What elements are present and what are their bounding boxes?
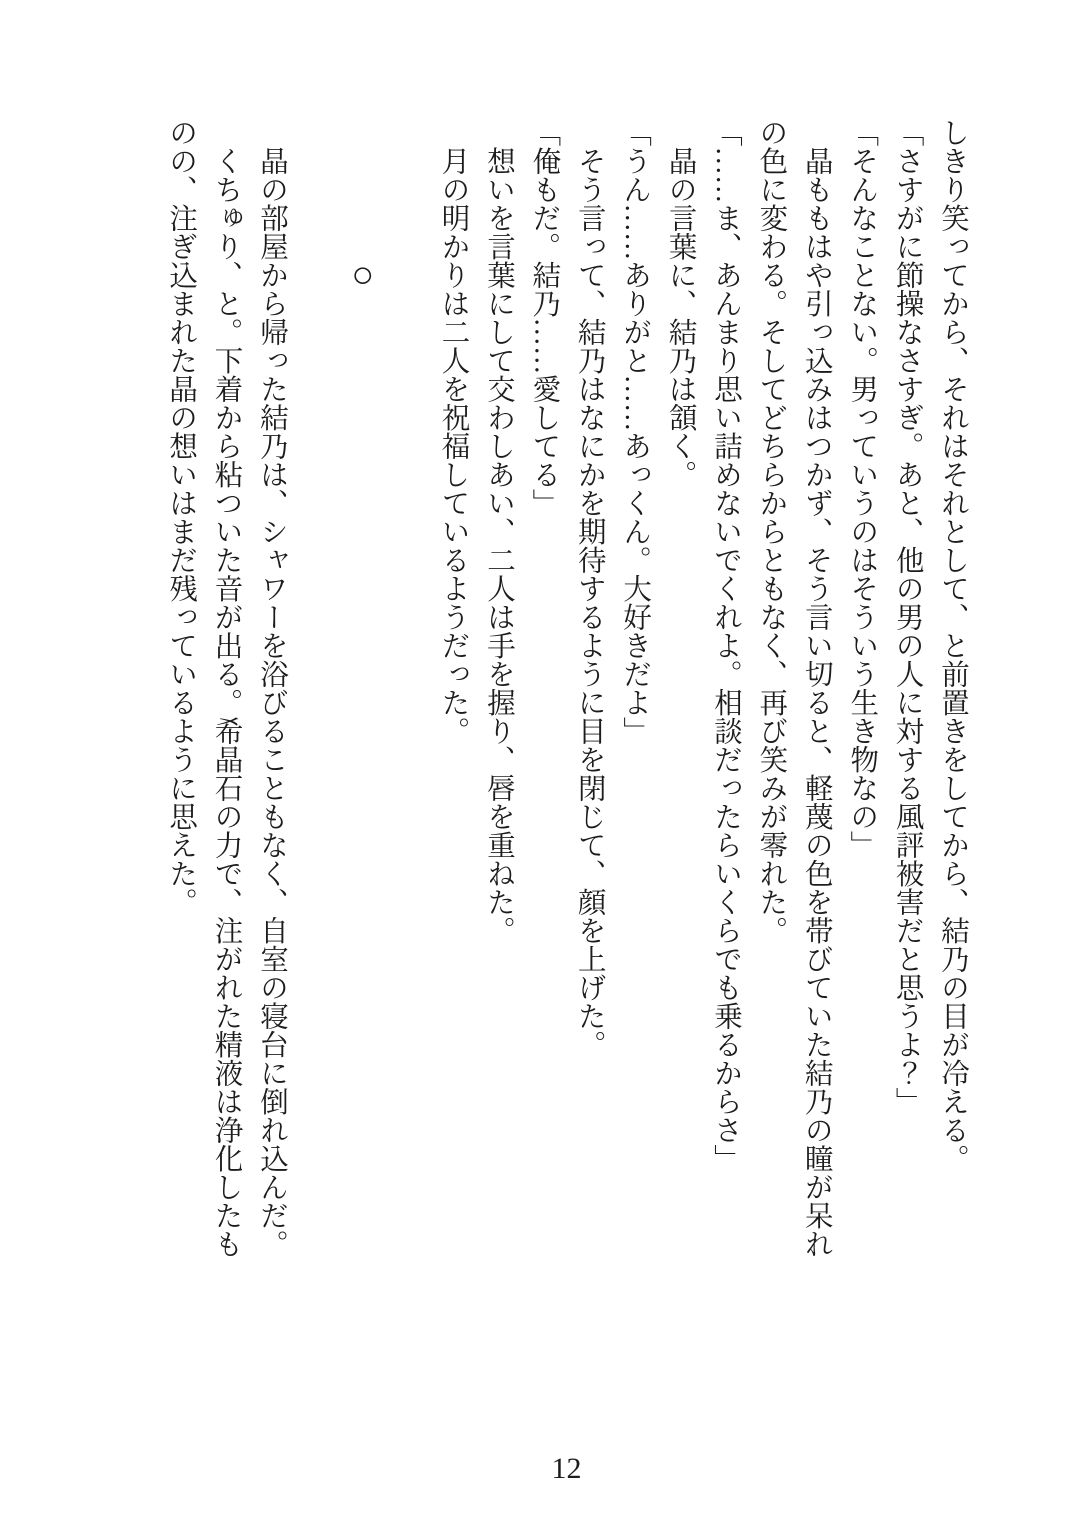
text-column: 「……ま、あんまり思い詰めないでくれよ。相談だったらいくらでも乗るからさ」 (709, 118, 741, 1173)
text-column: しきり笑ってから、それはそれとして、と前置きをしてから、結乃の目が冷える。 (937, 118, 968, 1173)
text-column: そう言って、結乃はなにかを期待するように目を閉じて、顔を上げた。 (573, 118, 605, 1059)
text-column: 晶の言葉に、結乃は頷く。 (664, 118, 696, 489)
text-column: 晶の部屋から帰った結乃は、シャワーを浴びることもなく、自室の寝台に倒れ込んだ。 (255, 118, 287, 1258)
vertical-text-block (158, 118, 975, 1298)
text-column: 「俺もだ。結乃……愛してる」 (528, 118, 560, 517)
text-column: 想いを言葉にして交わしあい、二人は手を握り、唇を重ねた。 (482, 118, 514, 945)
page-number: 12 (551, 1452, 582, 1485)
text-column: のの、注ぎ込まれた晶の想いはまだ残っているように思えた。 (165, 118, 197, 916)
text-column: 「そんなことない。男っていうのはそういう生き物なの」 (846, 118, 878, 859)
text-column: 「うん……ありがと……あっくん。大好きだよ」 (619, 118, 651, 745)
text-column: の色に変わる。そしてどちらからともなく、再び笑みが零れた。 (755, 118, 787, 945)
text-column: くちゅり、と。下着から粘ついた音が出る。希晶石の力で、注がれた精液は浄化したも (210, 118, 242, 1258)
section-divider-circle: ○ (341, 254, 384, 296)
text-column: 「さすがに節操なさすぎ。あと、他の男の人に対する風評被害だと思うよ？」 (891, 118, 923, 1116)
text-column: 月の明かりは二人を祝福しているようだった。 (437, 118, 469, 745)
text-column: 晶ももはや引っ込みはつかず、そう言い切ると、軽蔑の色を帯びていた結乃の瞳が呆れ (800, 118, 832, 1258)
